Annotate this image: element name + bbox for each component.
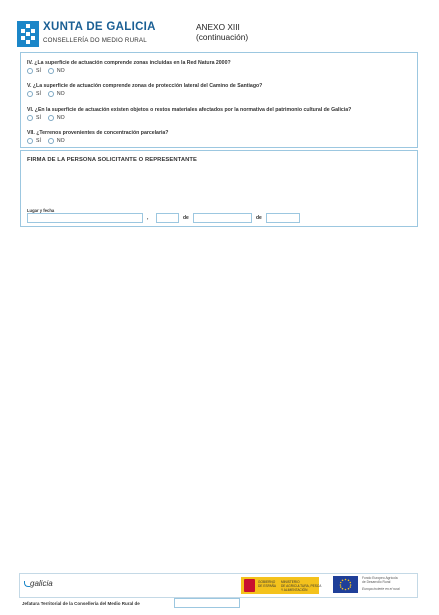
radio-icon[interactable] [27,115,33,121]
yes-label: SÍ [36,91,41,97]
signature-title: FIRMA DE LA PERSONA SOLICITANTE O REPRESENTANTE [27,157,198,163]
annex-subtitle: (continuación) [196,32,249,42]
org-name: XUNTA DE GALICIA [43,21,156,33]
question-v-no[interactable] [48,91,65,97]
no-label: NO [56,68,65,74]
question-v: V. ¿La superficie de actuación comprende zonas de protección lateral del Camino de Santiago? [27,83,263,89]
question-iv-options [27,68,72,74]
yes-label: SÍ [36,115,41,121]
question-vi-no[interactable] [48,115,65,121]
question-vii-yes[interactable] [27,138,41,144]
radio-icon[interactable] [48,68,54,74]
de-separator-2: de [256,215,262,221]
year-field[interactable] [266,213,300,223]
questions-section [20,52,418,148]
question-vi: VI. ¿En la superficie de actuación existen objetos o restos materiales afectados por la normativa del patrimonio cultural de Galicia? [27,107,352,113]
yes-label: SÍ [36,138,41,144]
feader-text: Fondo Europeo Agrícola de Desarrollo Rural [362,576,398,584]
question-iv-yes[interactable] [27,68,41,74]
month-field[interactable] [193,213,252,223]
question-vi-options [27,115,72,121]
annex-title: ANEXO XIII [196,22,240,32]
question-vii-options [27,138,72,144]
eu-flag-icon [333,576,358,593]
galicia-logo: galicia [30,579,53,588]
question-v-options [27,91,72,97]
place-field[interactable] [27,213,143,223]
org-department: CONSELLERÍA DO MEDIO RURAL [43,37,147,44]
question-vi-yes[interactable] [27,115,41,121]
question-iv-no[interactable] [48,68,65,74]
comma-separator: , [147,215,149,221]
radio-icon[interactable] [27,91,33,97]
question-vii: VII. ¿Terrenos provenientes de concentración parcelaria? [27,130,169,136]
radio-icon[interactable] [27,68,33,74]
spain-shield-icon [244,579,255,592]
footer-logos [19,573,418,598]
no-label: NO [56,138,65,144]
question-v-yes[interactable] [27,91,41,97]
xunta-logo-icon [17,21,39,47]
question-vii-no[interactable] [48,138,65,144]
question-iv: IV. ¿La superficie de actuación comprende zonas incluidas en la Red Natura 2000? [27,60,231,66]
radio-icon[interactable] [48,138,54,144]
place-date-label: Lugar y fecha [27,208,55,213]
day-field[interactable] [156,213,179,223]
de-separator-1: de [183,215,189,221]
jefatura-label: Jefatura Territorial de la Consellería del Medio Rural de [22,601,140,606]
no-label: NO [56,115,65,121]
no-label: NO [56,91,65,97]
radio-icon[interactable] [48,91,54,97]
signature-section [20,150,418,227]
gobierno-text: GOBIERNO DE ESPAÑA [258,580,277,588]
yes-label: SÍ [36,68,41,74]
radio-icon[interactable] [48,115,54,121]
radio-icon[interactable] [27,138,33,144]
ministerio-text: MINISTERIO DE AGRICULTURA, PESCA Y ALIMENTACIÓN [281,580,322,592]
jefatura-field[interactable] [174,598,240,608]
eu-motto: Europa invierte en el rural [362,587,400,591]
gobierno-espana-logo [241,577,322,594]
